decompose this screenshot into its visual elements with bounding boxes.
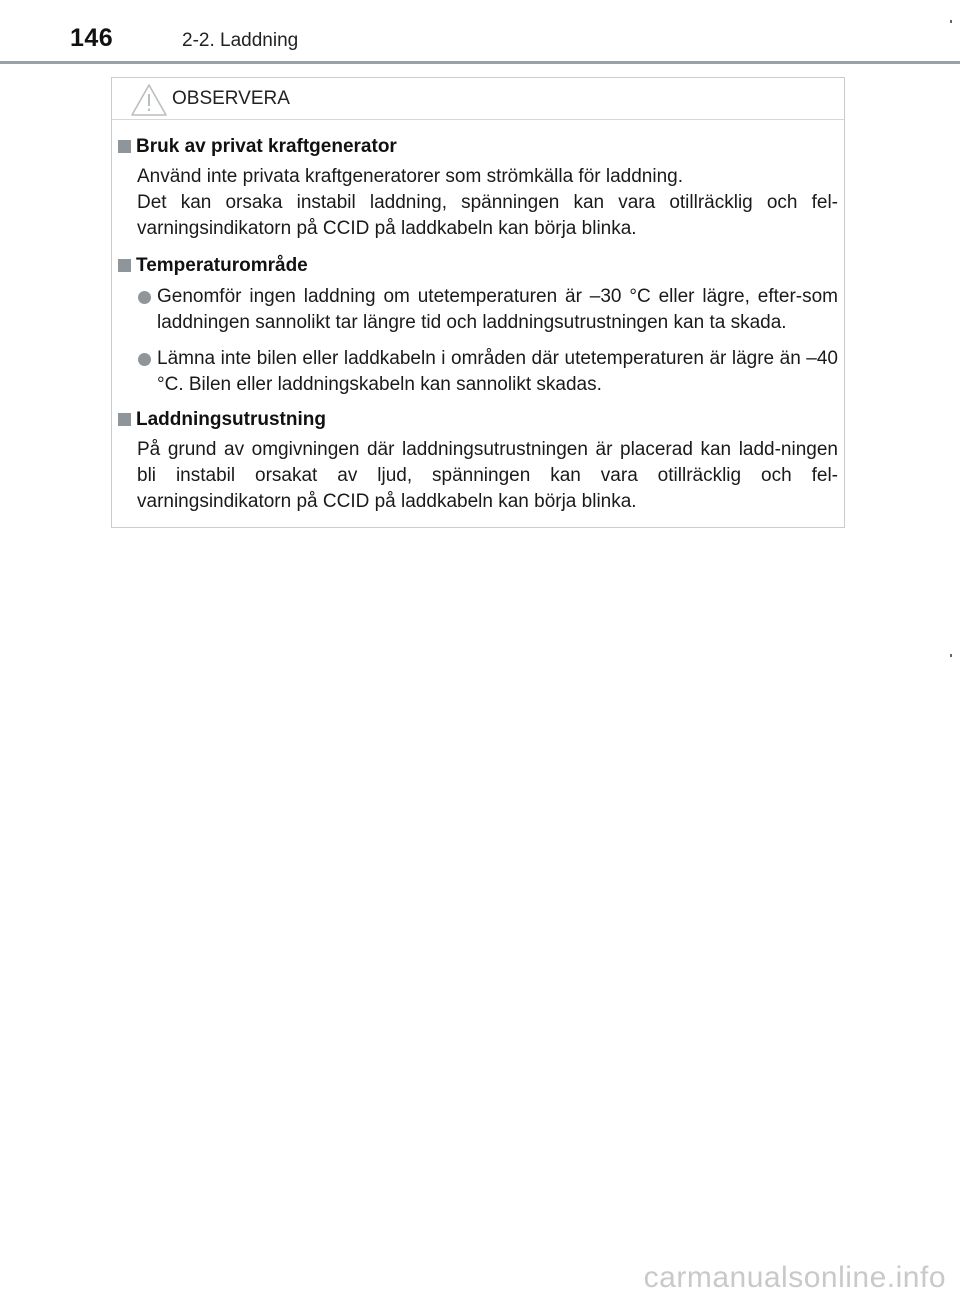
list-item [137, 346, 838, 398]
chapter-title: 2-2. Laddning [182, 30, 299, 51]
caution-body [112, 134, 846, 526]
caution-header [112, 78, 844, 120]
section-temperature-range [112, 253, 846, 398]
section-heading-text: Laddningsutrustning [136, 409, 326, 430]
page-number: 146 [70, 24, 114, 52]
paragraph: På grund av omgivningen där laddningsutrustningen är placerad kan ladd-ningen bli instabil orsakat av ljud, spänningen kan vara otillräcklig och fel-varningsindikatorn på CCID på laddkabeln kan börja blinka. [137, 439, 838, 512]
watermark: carmanualsonline.info [643, 1261, 946, 1294]
paragraph: Använd inte privata kraftgeneratorer som strömkälla för laddning. [137, 166, 683, 187]
section-private-generator [112, 134, 846, 242]
caution-box [111, 77, 845, 528]
list-item [137, 284, 838, 336]
header-divider [0, 61, 960, 64]
list-item-text: Lämna inte bilen eller laddkabeln i områden där utetemperaturen är lägre än –40 °C. Bilen eller laddningskabeln kan sannolikt skadas. [157, 348, 838, 395]
list-item-text: Genomför ingen laddning om utetemperaturen är –30 °C eller lägre, efter-som laddningen sannolikt tar längre tid och laddningsutrustningen kan ta skada. [157, 286, 838, 333]
paragraph: Det kan orsaka instabil laddning, spänningen kan vara otillräcklig och fel-varningsindikatorn på CCID på laddkabeln kan börja blinka. [137, 192, 838, 239]
section-heading [112, 253, 846, 279]
square-bullet-icon [118, 259, 131, 272]
crop-mark [950, 20, 952, 23]
section-heading [112, 407, 846, 433]
warning-triangle-icon [130, 83, 168, 117]
square-bullet-icon [118, 413, 131, 426]
crop-mark [950, 654, 952, 657]
section-heading-text: Bruk av privat kraftgenerator [136, 136, 397, 157]
round-bullet-icon [138, 353, 151, 366]
caution-title: OBSERVERA [172, 88, 290, 109]
section-charging-equipment [112, 407, 846, 515]
square-bullet-icon [118, 140, 131, 153]
section-heading [112, 134, 846, 160]
section-heading-text: Temperaturområde [136, 255, 308, 276]
round-bullet-icon [138, 291, 151, 304]
